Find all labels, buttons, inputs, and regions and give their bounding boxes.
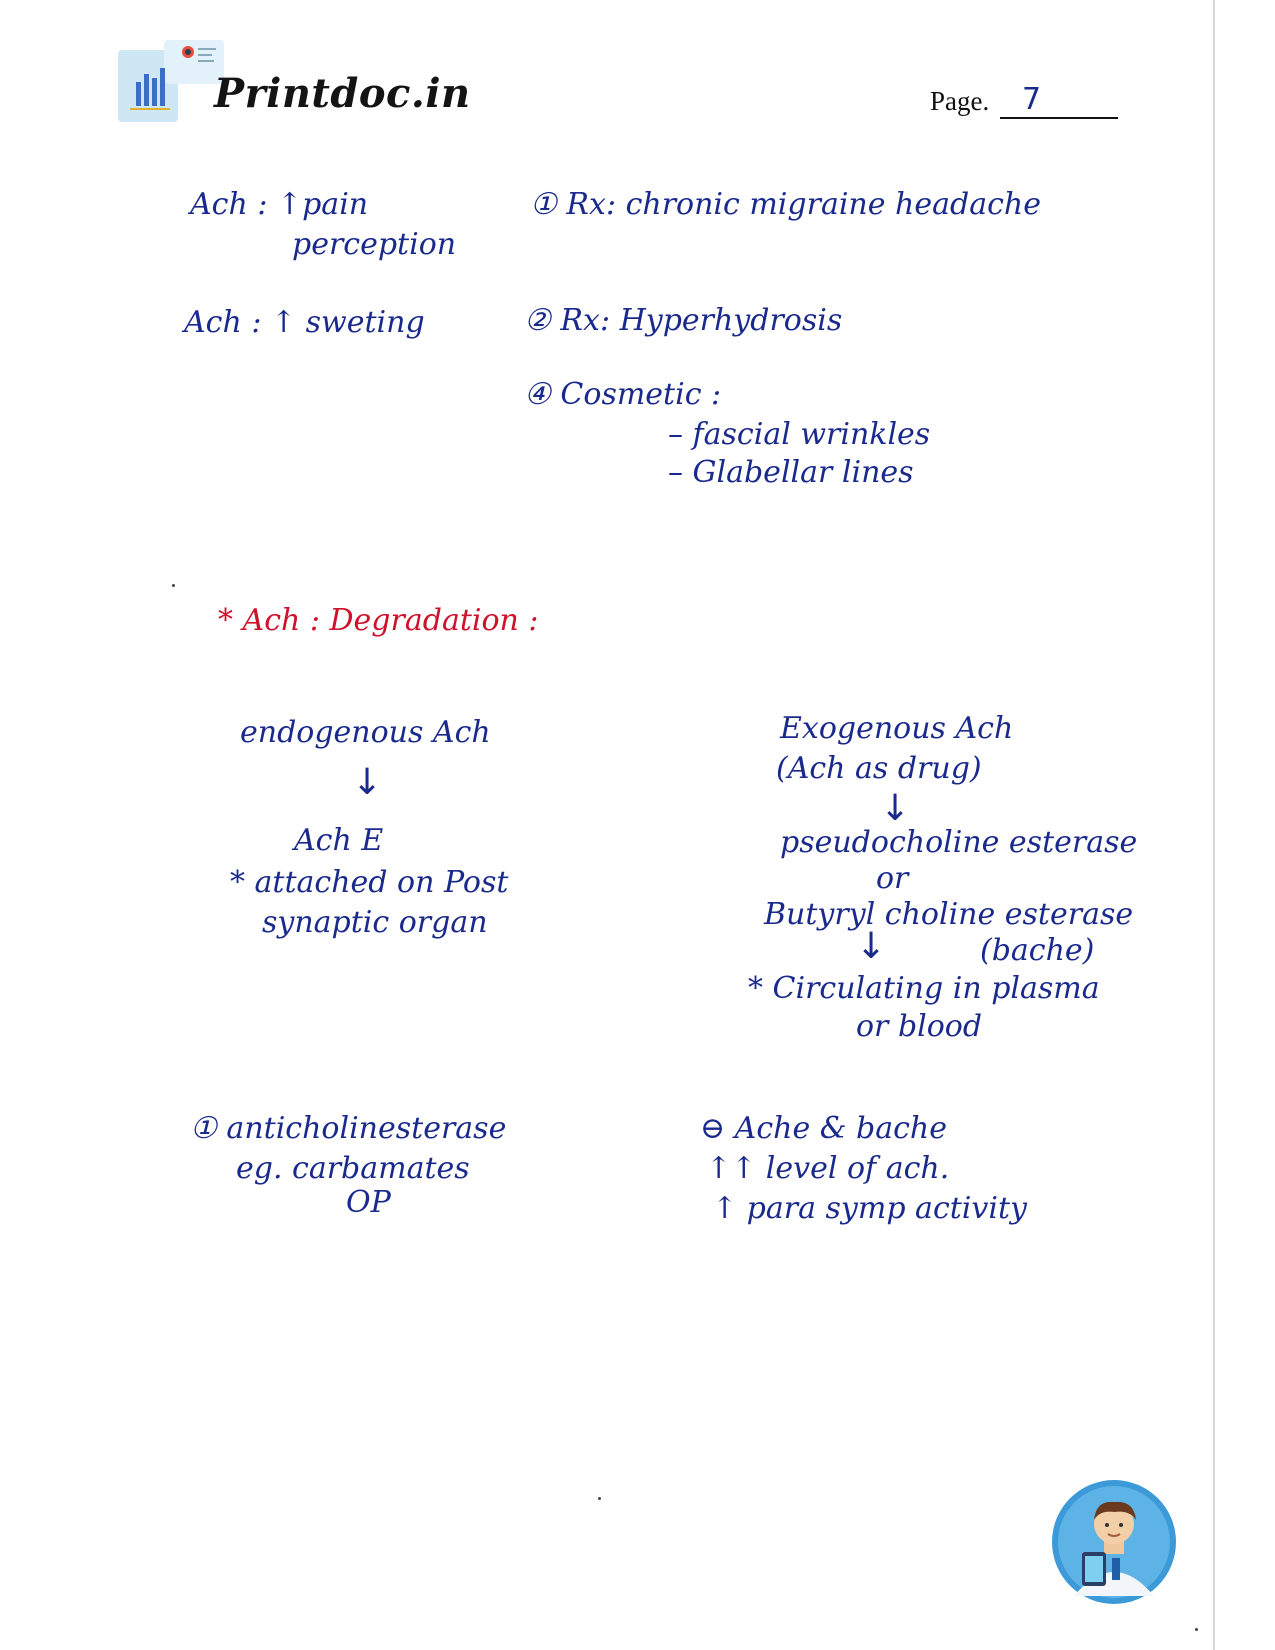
exogenous-enzyme-1: pseudocholine esterase [780, 825, 1138, 860]
page-label: Page. [930, 86, 990, 116]
endogenous-detail-2: synaptic organ [262, 905, 488, 940]
page-edge [1213, 0, 1215, 1650]
note-ach-pain: Ach : ↑pain [190, 187, 369, 222]
brand-name: Printdoc.in [214, 70, 471, 117]
exogenous-detail-1: * Circulating in plasma [748, 971, 1100, 1006]
paper-speck [598, 1497, 601, 1500]
endogenous-enzyme: Ach E [294, 823, 384, 858]
paper-speck [1195, 1628, 1198, 1631]
ach-level-note: ↑↑ level of ach. [706, 1151, 950, 1186]
exogenous-title: Exogenous Ach [780, 711, 1014, 746]
note-ach-pain-cont: perception [292, 227, 457, 262]
anticholinesterase-op: OP [346, 1185, 391, 1220]
exogenous-abbr: (bache) [980, 933, 1095, 968]
note-cosmetic-wrinkles: – fascial wrinkles [668, 417, 931, 452]
para-symp-activity-note: ↑ para symp activity [712, 1191, 1027, 1226]
page-number-underline [1000, 117, 1118, 119]
reader-mascot-icon [1050, 1478, 1178, 1606]
note-rx-hyperhydrosis: ② Rx: Hyperhydrosis [524, 303, 843, 338]
exogenous-or: or [876, 861, 909, 896]
exogenous-enzyme-2: Butyryl choline esterase [764, 897, 1134, 932]
exogenous-arrow-2: ↓ [856, 926, 887, 967]
endogenous-title: endogenous Ach [240, 715, 491, 750]
brand-logo [118, 38, 471, 138]
chart-logo-icon [118, 38, 228, 128]
anticholinesterase-note: ① anticholinesterase [190, 1111, 507, 1146]
exogenous-detail-2: or blood [856, 1009, 983, 1044]
note-ach-sweating: Ach : ↑ sweting [184, 305, 425, 340]
ache-bache-note: ⊖ Ache & bache [700, 1111, 947, 1146]
note-rx-migraine: ① Rx: chronic migraine headache [530, 187, 1041, 222]
anticholinesterase-example: eg. carbamates [236, 1151, 470, 1186]
exogenous-subtitle: (Ach as drug) [776, 751, 982, 786]
endogenous-detail-1: * attached on Post [230, 865, 509, 900]
page-number: 7 [1022, 82, 1042, 117]
paper-speck [172, 584, 175, 587]
note-cosmetic: ④ Cosmetic : [524, 377, 722, 412]
section-heading-degradation: * Ach : Degradation : [218, 603, 539, 638]
exogenous-arrow-1: ↓ [880, 788, 911, 829]
note-cosmetic-glabellar: – Glabellar lines [668, 455, 914, 490]
endogenous-arrow: ↓ [352, 762, 383, 803]
